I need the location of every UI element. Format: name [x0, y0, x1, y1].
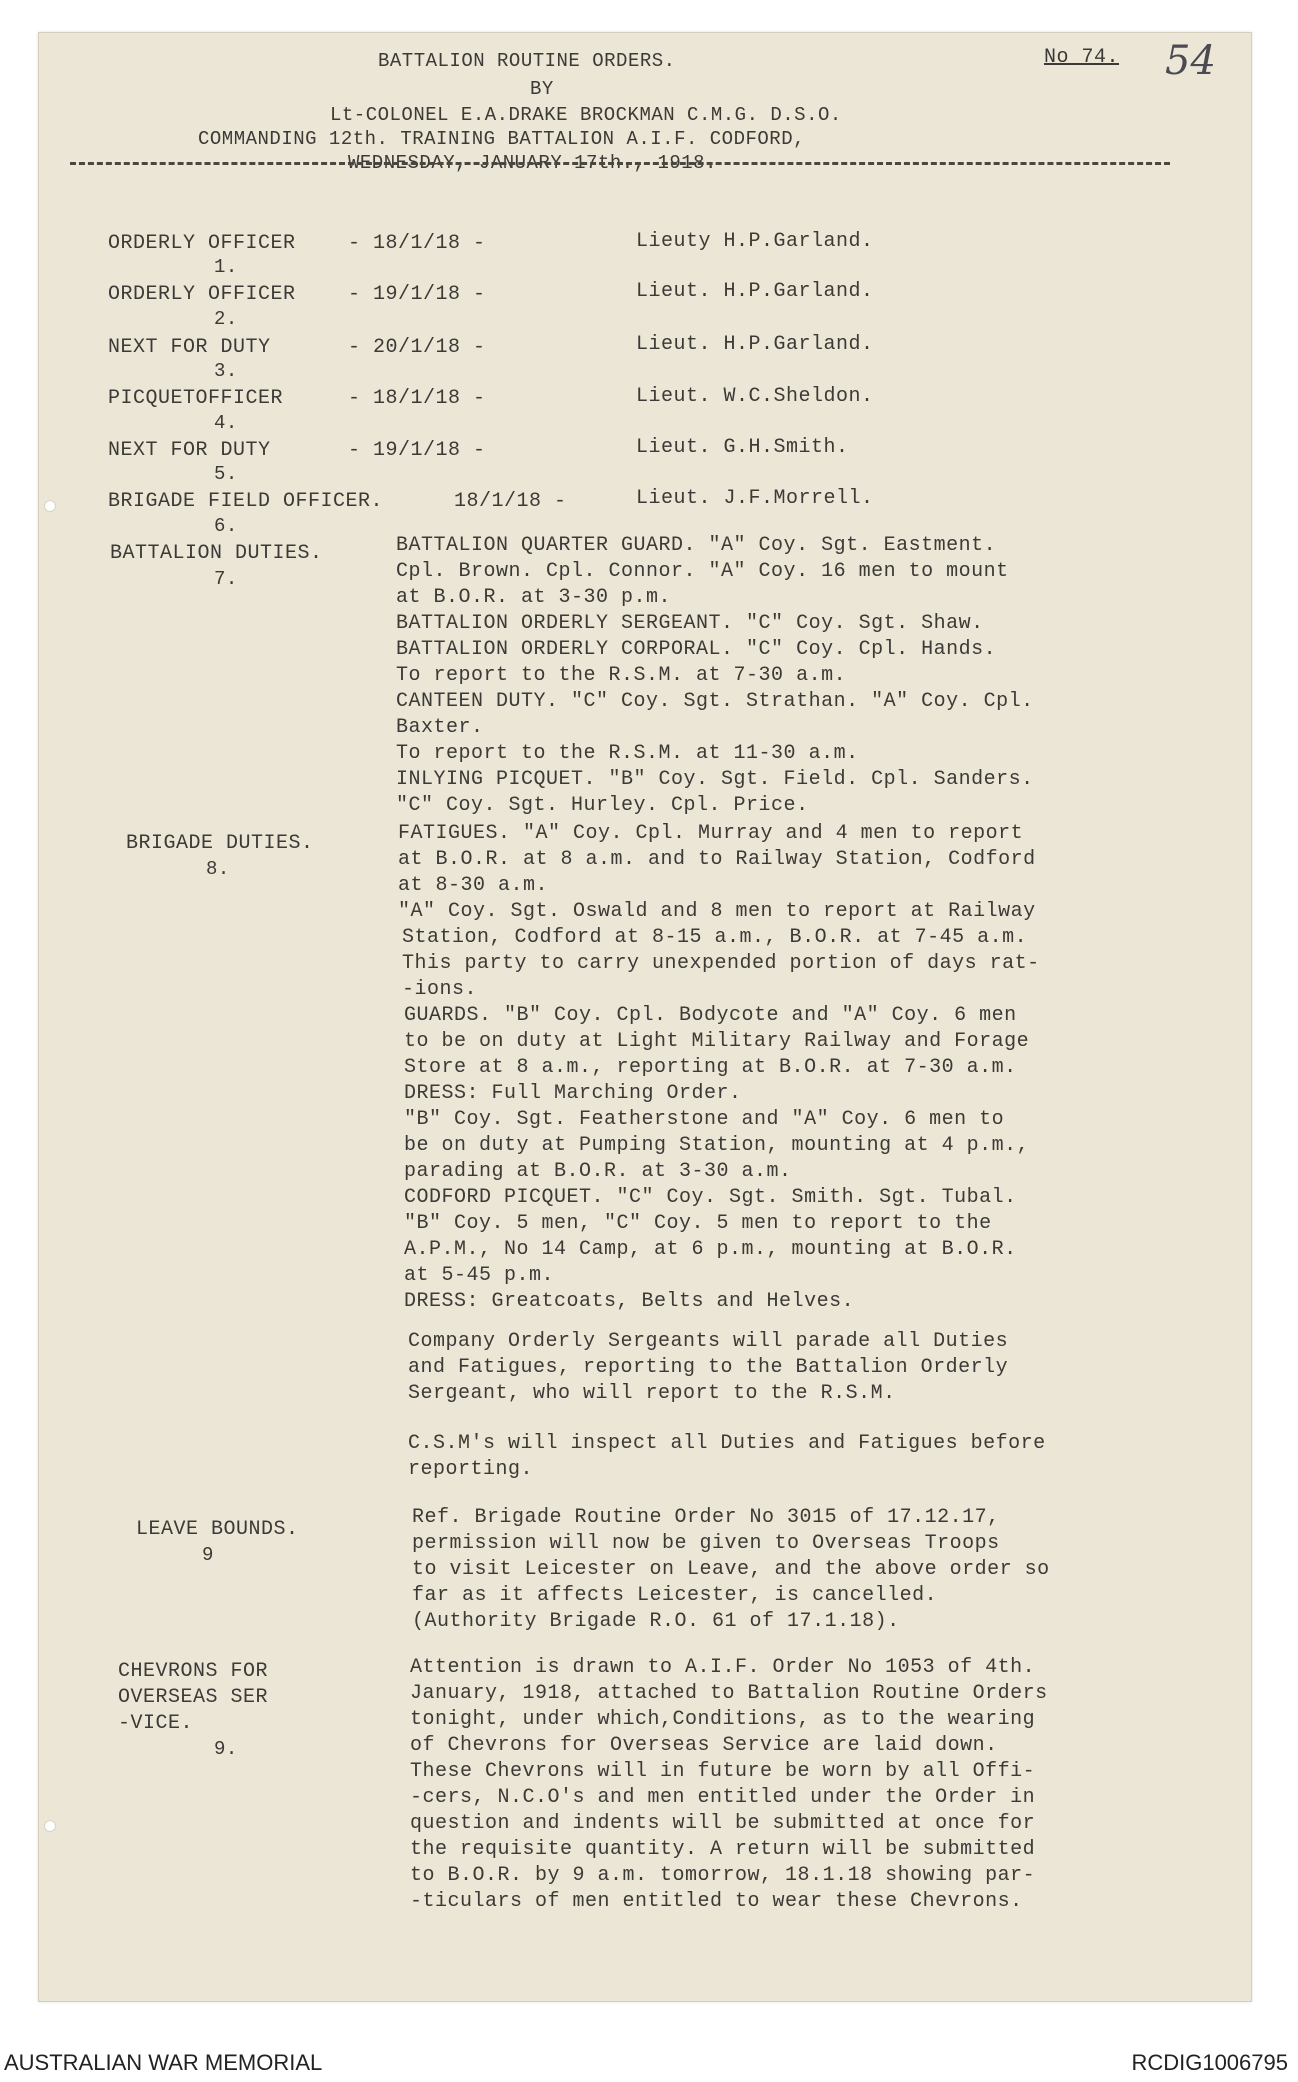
leave-bounds-line: Ref. Brigade Routine Order No 3015 of 17.12.17, [412, 1506, 1000, 1529]
battalion-duties-line: INLYING PICQUET. "B" Coy. Sgt. Field. Cpl. Sanders. [396, 768, 1034, 791]
leave-bounds-line: (Authority Brigade R.O. 61 of 17.1.18). [412, 1610, 900, 1633]
roster-date: - 18/1/18 - [348, 387, 486, 410]
roster-number: 3. [214, 360, 238, 382]
roster-date: 18/1/18 - [454, 490, 567, 513]
section-heading-chevrons: CHEVRONS FOR [118, 1660, 269, 1683]
brigade-duties-line: "B" Coy. Sgt. Featherstone and "A" Coy. 6 men to [404, 1108, 1005, 1131]
chevrons-line: to B.O.R. by 9 a.m. tomorrow, 18.1.18 showing par- [410, 1864, 1036, 1887]
roster-role: PICQUETOFFICER [108, 387, 284, 410]
section-number: 8. [206, 858, 230, 880]
chevrons-line: of Chevrons for Overseas Service are laid down. [410, 1734, 998, 1757]
csm-inspection-note: C.S.M's will inspect all Duties and Fatigues before [408, 1432, 1046, 1455]
header-commander: Lt-COLONEL E.A.DRAKE BROCKMAN C.M.G. D.S.O. [330, 104, 842, 126]
leave-bounds-line: permission will now be given to Overseas Troops [412, 1532, 1000, 1555]
battalion-duties-line: CANTEEN DUTY. "C" Coy. Sgt. Strathan. "A" Coy. Cpl. [396, 690, 1034, 713]
roster-role: ORDERLY OFFICER [108, 283, 296, 306]
roster-officer: Lieut. H.P.Garland. [636, 333, 874, 356]
brigade-duties-line: be on duty at Pumping Station, mounting at 4 p.m., [404, 1134, 1030, 1157]
leave-bounds-line: to visit Leicester on Leave, and the above order so [412, 1558, 1050, 1581]
chevrons-line: question and indents will be submitted at once for [410, 1812, 1036, 1835]
orderly-sergeants-note: and Fatigues, reporting to the Battalion Orderly [408, 1356, 1009, 1379]
section-number: 9. [214, 1738, 238, 1760]
section-heading-leave-bounds: LEAVE BOUNDS. [136, 1518, 299, 1541]
brigade-duties-line: to be on duty at Light Military Railway and Forage [404, 1030, 1030, 1053]
footer-archive-name: AUSTRALIAN WAR MEMORIAL [4, 2050, 323, 2075]
roster-role: NEXT FOR DUTY [108, 336, 271, 359]
chevrons-line: Attention is drawn to A.I.F. Order No 1053 of 4th. [410, 1656, 1036, 1679]
roster-number: 5. [214, 463, 238, 485]
chevrons-line: tonight, under which,Conditions, as to the wearing [410, 1708, 1036, 1731]
header-date: WEDNESDAY, JANUARY 17th., 1918. [348, 152, 717, 174]
brigade-duties-line: This party to carry unexpended portion of days rat- [402, 952, 1040, 975]
section-heading-brigade-duties: BRIGADE DUTIES. [126, 832, 314, 855]
section-heading-chevrons: -VICE. [118, 1712, 194, 1735]
footer-record-id: RCDIG1006795 [1131, 2050, 1288, 2075]
roster-officer: Lieut. G.H.Smith. [636, 436, 849, 459]
section-number: 7. [214, 568, 238, 590]
header-unit: COMMANDING 12th. TRAINING BATTALION A.I.F. CODFORD, [198, 128, 805, 150]
battalion-duties-line: BATTALION ORDERLY SERGEANT. "C" Coy. Sgt. Shaw. [396, 612, 984, 635]
roster-number: 6. [214, 515, 238, 537]
punch-hole [44, 1820, 56, 1832]
brigade-duties-line: A.P.M., No 14 Camp, at 6 p.m., mounting at B.O.R. [404, 1238, 1017, 1261]
leave-bounds-line: far as it affects Leicester, is cancelled. [412, 1584, 938, 1607]
brigade-duties-line: parading at B.O.R. at 3-30 a.m. [404, 1160, 792, 1183]
brigade-duties-line: CODFORD PICQUET. "C" Coy. Sgt. Smith. Sgt. Tubal. [404, 1186, 1017, 1209]
orderly-sergeants-note: Sergeant, who will report to the R.S.M. [408, 1382, 896, 1405]
battalion-duties-line: To report to the R.S.M. at 11-30 a.m. [396, 742, 859, 765]
csm-inspection-note: reporting. [408, 1458, 534, 1481]
roster-date: - 20/1/18 - [348, 336, 486, 359]
roster-role: ORDERLY OFFICER [108, 232, 296, 255]
orderly-sergeants-note: Company Orderly Sergeants will parade all Duties [408, 1330, 1009, 1353]
roster-number: 1. [214, 256, 238, 278]
section-heading-chevrons: OVERSEAS SER [118, 1686, 269, 1709]
brigade-duties-line: Store at 8 a.m., reporting at B.O.R. at 7-30 a.m. [404, 1056, 1017, 1079]
brigade-duties-line: -ions. [402, 978, 478, 1001]
brigade-duties-line: DRESS: Greatcoats, Belts and Helves. [404, 1290, 855, 1313]
order-number: No 74. [1044, 46, 1120, 69]
roster-role: BRIGADE FIELD OFFICER. [108, 490, 384, 513]
roster-officer: Lieuty H.P.Garland. [636, 230, 874, 253]
brigade-duties-line: at 8-30 a.m. [398, 874, 549, 897]
brigade-duties-line: at B.O.R. at 8 a.m. and to Railway Station, Codford [398, 848, 1036, 871]
battalion-duties-line: Baxter. [396, 716, 484, 739]
separator-line [70, 162, 1170, 165]
brigade-duties-line: Station, Codford at 8-15 a.m., B.O.R. at 7-45 a.m. [402, 926, 1028, 949]
chevrons-line: -ticulars of men entitled to wear these Chevrons. [410, 1890, 1023, 1913]
chevrons-line: -cers, N.C.O's and men entitled under the Order in [410, 1786, 1036, 1809]
section-number: 9 [202, 1544, 214, 1566]
battalion-duties-line: Cpl. Brown. Cpl. Connor. "A" Coy. 16 men to mount [396, 560, 1009, 583]
brigade-duties-line: DRESS: Full Marching Order. [404, 1082, 742, 1105]
roster-date: - 18/1/18 - [348, 232, 486, 255]
roster-date: - 19/1/18 - [348, 283, 486, 306]
battalion-duties-line: "C" Coy. Sgt. Hurley. Cpl. Price. [396, 794, 809, 817]
roster-date: - 19/1/18 - [348, 439, 486, 462]
brigade-duties-line: at 5-45 p.m. [404, 1264, 555, 1287]
roster-officer: Lieut. J.F.Morrell. [636, 487, 874, 510]
roster-officer: Lieut. W.C.Sheldon. [636, 385, 874, 408]
brigade-duties-line: GUARDS. "B" Coy. Cpl. Bodycote and "A" Coy. 6 men [404, 1004, 1017, 1027]
roster-number: 4. [214, 412, 238, 434]
brigade-duties-line: FATIGUES. "A" Coy. Cpl. Murray and 4 men to report [398, 822, 1024, 845]
header-by: BY [530, 78, 554, 100]
battalion-duties-line: To report to the R.S.M. at 7-30 a.m. [396, 664, 847, 687]
roster-officer: Lieut. H.P.Garland. [636, 280, 874, 303]
battalion-duties-line: BATTALION ORDERLY CORPORAL. "C" Coy. Cpl. Hands. [396, 638, 997, 661]
chevrons-line: January, 1918, attached to Battalion Routine Orders [410, 1682, 1048, 1705]
roster-role: NEXT FOR DUTY [108, 439, 271, 462]
chevrons-line: the requisite quantity. A return will be submitted [410, 1838, 1036, 1861]
punch-hole [44, 500, 56, 512]
roster-number: 2. [214, 308, 238, 330]
section-heading-battalion-duties: BATTALION DUTIES. [110, 542, 323, 565]
brigade-duties-line: "B" Coy. 5 men, "C" Coy. 5 men to report to the [404, 1212, 992, 1235]
brigade-duties-line: "A" Coy. Sgt. Oswald and 8 men to report at Railway [398, 900, 1036, 923]
chevrons-line: These Chevrons will in future be worn by all Offi- [410, 1760, 1036, 1783]
folio-number: 54 [1165, 38, 1216, 84]
battalion-duties-line: at B.O.R. at 3-30 p.m. [396, 586, 672, 609]
battalion-duties-line: BATTALION QUARTER GUARD. "A" Coy. Sgt. Eastment. [396, 534, 997, 557]
header-title: BATTALION ROUTINE ORDERS. [378, 50, 676, 72]
